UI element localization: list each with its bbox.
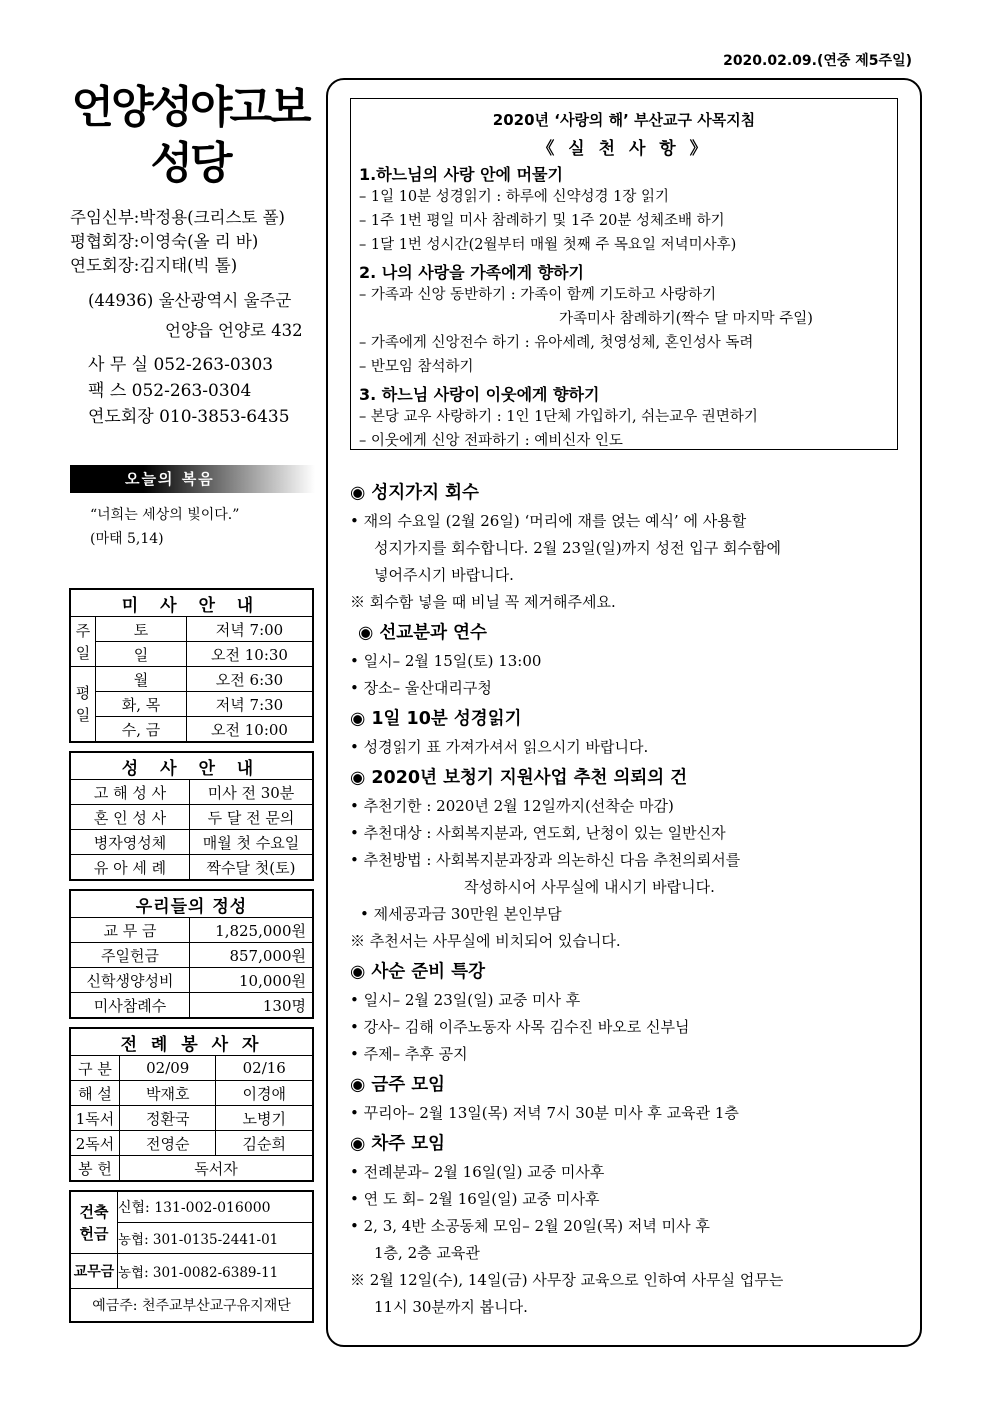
notice-line: ※ 2월 12일(수), 14일(금) 사무장 교육으로 인하여 사무실 업무는	[350, 1271, 784, 1289]
liturgy-person: 박재호	[120, 1081, 216, 1106]
notice-line: ※ 추천서는 사무실에 비치되어 있습니다.	[350, 932, 621, 950]
left-column	[70, 80, 315, 1322]
right-panel	[326, 78, 922, 1347]
offering-value: 857,000원	[190, 943, 313, 968]
offering-value: 130명	[190, 993, 313, 1018]
notice-line: 1층, 2층 교육관	[374, 1244, 480, 1262]
liturgy-date: 02/16	[216, 1056, 313, 1081]
notice-line: • 일시– 2월 23일(일) 교중 미사 후	[350, 991, 581, 1009]
offering-value: 10,000원	[190, 968, 313, 993]
notice-line: • 강사– 김해 이주노동자 사목 김수진 바오로 신부님	[350, 1018, 690, 1036]
sacrament-name: 유 아 세 례	[71, 855, 190, 880]
staff-info	[70, 206, 315, 278]
offering-name: 신학생양성비	[71, 968, 190, 993]
sacrament-name: 병자영성체	[71, 830, 190, 855]
notice-line: • 제세공과금 30만원 본인부담	[360, 905, 562, 923]
guide-item: – 이웃에게 신앙 전파하기 : 예비신자 인도	[359, 433, 623, 449]
account-holder: 예금주: 천주교부산교구유지재단	[71, 1289, 313, 1322]
guide-item: – 가족과 신앙 동반하기 : 가족이 함께 기도하고 사랑하기	[359, 287, 717, 303]
contacts	[70, 352, 315, 430]
address-line2: 언양읍 언양로 432	[165, 321, 303, 340]
sacrament-name: 고 해 성 사	[71, 780, 190, 805]
notice-line: • 2, 3, 4반 소공동체 모임– 2월 20일(목) 저녁 미사 후	[350, 1217, 710, 1235]
notice-line: 작성하시어 사무실에 내시기 바랍니다.	[464, 878, 715, 896]
mass-time: 오전 10:00	[187, 717, 313, 742]
liturgy-person: 이경애	[216, 1081, 313, 1106]
liturgy-label: 구 분	[71, 1056, 120, 1081]
guide-section-2: 2. 나의 사랑을 가족에게 향하기	[359, 263, 584, 282]
mass-day: 월	[96, 667, 187, 692]
guide-item: – 반모임 참석하기	[359, 359, 474, 375]
offering-name: 교 무 금	[71, 918, 190, 943]
offering-name: 주일헌금	[71, 943, 190, 968]
notice-heading: ◉ 사순 준비 특강	[350, 962, 485, 982]
notice-line: • 일시– 2월 15일(토) 13:00	[350, 652, 542, 670]
gospel-quote: “너희는 세상의 빛이다.”	[90, 507, 240, 523]
sacrament-title: 성 사 안 내	[71, 753, 313, 780]
guide-item: – 1달 1번 성시간(2월부터 매월 첫째 주 목요일 저녁미사후)	[359, 237, 737, 253]
liturgy-person: 노병기	[216, 1106, 313, 1131]
liturgy-date: 02/09	[120, 1056, 216, 1081]
notice-heading: ◉ 차주 모임	[350, 1134, 446, 1154]
liturgy-offer: 독서자	[120, 1156, 313, 1181]
bulletin-date: 2020.02.09.(연중 제5주일)	[723, 53, 912, 69]
liturgy-label: 해 설	[71, 1081, 120, 1106]
sacrament-name: 혼 인 성 사	[71, 805, 190, 830]
guide-item: – 가족에게 신앙전수 하기 : 유아세례, 첫영성체, 혼인성사 독려	[359, 335, 754, 351]
pastor: 주임신부:박정용(크리스토 폴)	[70, 208, 285, 227]
notice-line: • 꾸리아– 2월 13일(목) 저녁 7시 30분 미사 후 교육관 1층	[350, 1104, 739, 1122]
notice-line: • 전례분과– 2월 16일(일) 교중 미사후	[350, 1163, 605, 1181]
mass-time: 오전 6:30	[187, 667, 313, 692]
building-account-2: 농협: 301-0135-2441-01	[118, 1223, 313, 1254]
mass-time: 오전 10:30	[187, 642, 313, 667]
office-phone: 사 무 실 052-263-0303	[88, 355, 274, 375]
sacrament-value: 짝수달 첫(토)	[190, 855, 313, 880]
liturgy-person: 정환국	[120, 1106, 216, 1131]
offering-table	[70, 890, 313, 1018]
fax-number: 팩 스 052-263-0304	[88, 381, 252, 401]
yeondo-phone: 연도회장 010-3853-6435	[88, 407, 290, 427]
notice-line: • 추천기한 : 2020년 2월 12일까지(선착순 마감)	[350, 797, 674, 815]
tithe-label: 교무금	[71, 1254, 118, 1289]
notice-line: • 주제– 추후 공지	[350, 1045, 468, 1063]
mass-day: 토	[96, 617, 187, 642]
liturgy-label: 1독서	[71, 1106, 120, 1131]
liturgy-title: 전 례 봉 사 자	[71, 1029, 313, 1056]
mass-time: 저녁 7:00	[187, 617, 313, 642]
mass-day: 수, 금	[96, 717, 187, 742]
tithe-account: 농협: 301-0082-6389-11	[118, 1254, 313, 1289]
mass-schedule-table	[70, 589, 313, 742]
notice-heading: ◉ 금주 모임	[350, 1075, 446, 1095]
liturgy-person: 전영순	[120, 1131, 216, 1156]
mass-day: 화, 목	[96, 692, 187, 717]
liturgy-label: 봉 헌	[71, 1156, 120, 1181]
sacrament-value: 미사 전 30분	[190, 780, 313, 805]
guide-subtitle: 《 실 천 사 항 》	[537, 139, 711, 159]
liturgy-label: 2독서	[71, 1131, 120, 1156]
notice-line: • 추천대상 : 사회복지분과, 연도회, 난청이 있는 일반신자	[350, 824, 726, 842]
notice-line: • 장소– 울산대리구청	[350, 679, 492, 697]
notice-line: 성지가지를 회수합니다. 2월 23일(일)까지 성전 입구 회수함에	[374, 539, 781, 557]
liturgy-table	[70, 1028, 313, 1181]
guide-item: – 1주 1번 평일 미사 참례하기 및 1주 20분 성체조배 하기	[359, 213, 725, 229]
sacrament-value: 매월 첫 수요일	[190, 830, 313, 855]
offering-value: 1,825,000원	[190, 918, 313, 943]
notice-line: • 추천방법 : 사회복지분과장과 의논하신 다음 추천의뢰서를	[350, 851, 741, 869]
parish-title-line2: 성당	[150, 138, 230, 189]
council-president: 평협회장:이영숙(올 리 바)	[70, 232, 259, 251]
notice-heading: ◉ 선교분과 연수	[358, 623, 487, 643]
yeondo-president: 연도회장:김지태(빅 톨)	[70, 256, 238, 275]
sacrament-table	[70, 752, 313, 880]
guide-item: 가족미사 참례하기(짝수 달 마지막 주일)	[559, 311, 813, 327]
notices	[350, 476, 910, 1321]
offering-name: 미사참례수	[71, 993, 190, 1018]
notice-line: • 재의 수요일 (2월 26일) ‘머리에 재를 얹는 예식’ 에 사용할	[350, 512, 747, 530]
offering-title: 우리들의 정성	[71, 891, 313, 918]
notice-line: ※ 회수함 넣을 때 비닐 꼭 제거해주세요.	[350, 593, 616, 611]
guide-item: – 1일 10분 성경읽기 : 하루에 신약성경 1장 읽기	[359, 189, 670, 205]
notice-line: • 성경읽기 표 가져가셔서 읽으시기 바랍니다.	[350, 738, 649, 756]
building-fund-label-1: 건축	[79, 1202, 109, 1221]
sacrament-value: 두 달 전 문의	[190, 805, 313, 830]
gospel-reference: (마태 5,14)	[90, 531, 164, 547]
mass-day: 일	[96, 642, 187, 667]
address-line1: (44936) 울산광역시 울주군	[88, 291, 292, 310]
gospel	[90, 503, 315, 551]
guide-item: – 본당 교우 사랑하기 : 1인 1단체 가입하기, 쉬는교우 권면하기	[359, 409, 758, 425]
notice-heading: ◉ 2020년 보청기 지원사업 추천 의뢰의 건	[350, 768, 688, 788]
guide-section-1: 1.하느님의 사랑 안에 머물기	[359, 165, 563, 184]
notice-heading: ◉ 성지가지 회수	[350, 483, 479, 503]
notice-heading: ◉ 1일 10분 성경읽기	[350, 709, 522, 729]
mass-time: 저녁 7:30	[187, 692, 313, 717]
sunday-label: 주일	[71, 617, 96, 667]
gospel-header: 오늘의 복음	[70, 465, 315, 493]
weekday-label: 평일	[71, 667, 96, 742]
notice-line: • 연 도 회– 2월 16일(일) 교중 미사후	[350, 1190, 600, 1208]
parish-title-line1: 언양성야고보	[71, 82, 309, 133]
notice-line: 넣어주시기 바랍니다.	[374, 566, 514, 584]
mass-schedule-title: 미 사 안 내	[71, 590, 313, 617]
pastoral-guide-box	[350, 98, 898, 450]
accounts-table	[70, 1191, 313, 1322]
building-fund-label-2: 헌금	[79, 1224, 109, 1243]
building-account-1: 신협: 131-002-016000	[118, 1192, 313, 1223]
guide-title: 2020년 ‘사랑의 해’ 부산교구 사목지침	[492, 111, 756, 129]
building-fund-label	[71, 1192, 118, 1254]
notice-line: 11시 30분까지 봅니다.	[374, 1298, 528, 1316]
guide-section-3: 3. 하느님 사랑이 이웃에게 향하기	[359, 385, 600, 404]
liturgy-person: 김순희	[216, 1131, 313, 1156]
parish-title	[65, 80, 315, 192]
address	[70, 286, 315, 346]
